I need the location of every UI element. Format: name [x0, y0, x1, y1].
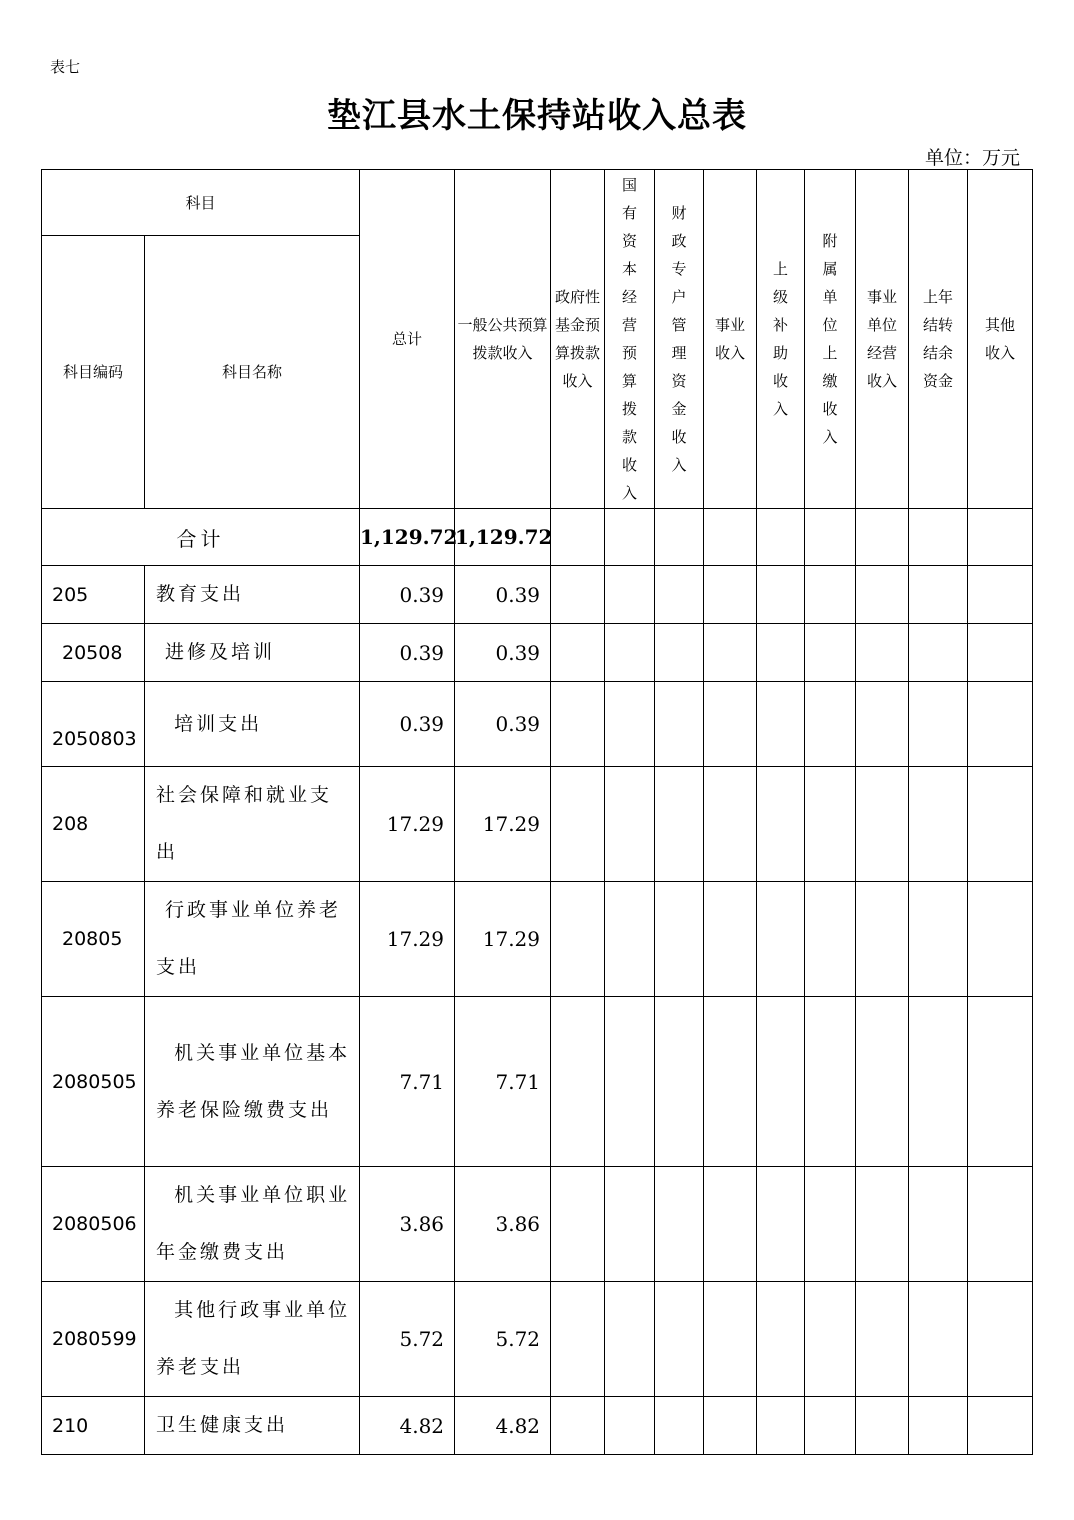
table-row [42, 682, 1033, 767]
header-general-budget: 一般公共预算拨款收入 [455, 170, 551, 509]
code-cell: 2080505 [42, 997, 145, 1167]
code-cell: 2050803 [42, 682, 145, 767]
header-affiliated: 附属单位上缴收入 [805, 170, 856, 509]
table-number-label: 表七 [50, 58, 81, 76]
code-cell: 2080599 [42, 1282, 145, 1397]
header-gov-fund: 政府性基金预算拨款收入 [551, 170, 605, 509]
header-state-capital: 国有资本经营预算拨款收入 [605, 170, 655, 509]
total-cell: 0.39 [360, 566, 455, 624]
table-row [42, 882, 1033, 997]
name-cell: 行政事业单位养老支出 [145, 882, 360, 997]
code-cell: 2080506 [42, 1167, 145, 1282]
total-cell: 0.39 [360, 682, 455, 767]
name-cell: 卫生健康支出 [145, 1397, 360, 1455]
general-budget-cell: 0.39 [455, 682, 551, 767]
general-budget-cell: 17.29 [455, 767, 551, 882]
total-cell: 3.86 [360, 1167, 455, 1282]
general-budget-cell: 4.82 [455, 1397, 551, 1455]
name-cell: 机关事业单位基本养老保险缴费支出 [145, 997, 360, 1167]
header-name: 科目名称 [145, 236, 360, 509]
header-special-account: 财政专户管理资金收入 [655, 170, 704, 509]
total-cell: 4.82 [360, 1397, 455, 1455]
name-cell: 机关事业单位职业年金缴费支出 [145, 1167, 360, 1282]
table-row [42, 624, 1033, 682]
header-business: 事业收入 [704, 170, 757, 509]
total-cell: 17.29 [360, 767, 455, 882]
name-cell: 进修及培训 [145, 624, 360, 682]
header-superior-subsidy: 上级补助收入 [757, 170, 805, 509]
table-row [42, 566, 1033, 624]
table-row [42, 767, 1033, 882]
name-cell: 培训支出 [145, 682, 360, 767]
table-row [42, 1167, 1033, 1282]
header-carryover: 上年结转结余资金 [909, 170, 968, 509]
total-cell: 1,129.72 [360, 509, 455, 566]
header-other: 其他收入 [968, 170, 1033, 509]
table-row [42, 1282, 1033, 1397]
code-cell: 205 [42, 566, 145, 624]
header-total: 总计 [360, 170, 455, 509]
total-row [42, 509, 1033, 566]
code-cell: 20508 [42, 624, 145, 682]
page-title: 垫江县水土保持站收入总表 [327, 96, 747, 136]
general-budget-cell: 0.39 [455, 566, 551, 624]
unit-label: 单位：万元 [924, 147, 1020, 169]
table-row [42, 1397, 1033, 1455]
name-cell: 教育支出 [145, 566, 360, 624]
total-cell: 5.72 [360, 1282, 455, 1397]
general-budget-cell: 3.86 [455, 1167, 551, 1282]
total-cell: 7.71 [360, 997, 455, 1167]
total-cell: 0.39 [360, 624, 455, 682]
general-budget-cell: 5.72 [455, 1282, 551, 1397]
code-cell: 20805 [42, 882, 145, 997]
general-budget-cell: 0.39 [455, 624, 551, 682]
table-row [42, 997, 1033, 1167]
header-subject: 科目 [42, 170, 360, 236]
revenue-table [41, 169, 1033, 1455]
general-budget-cell: 17.29 [455, 882, 551, 997]
header-code: 科目编码 [42, 236, 145, 509]
general-budget-cell: 1,129.72 [455, 509, 551, 566]
total-label: 合计 [42, 509, 360, 566]
header-operating: 事业单位经营收入 [856, 170, 909, 509]
code-cell: 210 [42, 1397, 145, 1455]
total-cell: 17.29 [360, 882, 455, 997]
name-cell: 社会保障和就业支出 [145, 767, 360, 882]
name-cell: 其他行政事业单位养老支出 [145, 1282, 360, 1397]
general-budget-cell: 7.71 [455, 997, 551, 1167]
code-cell: 208 [42, 767, 145, 882]
